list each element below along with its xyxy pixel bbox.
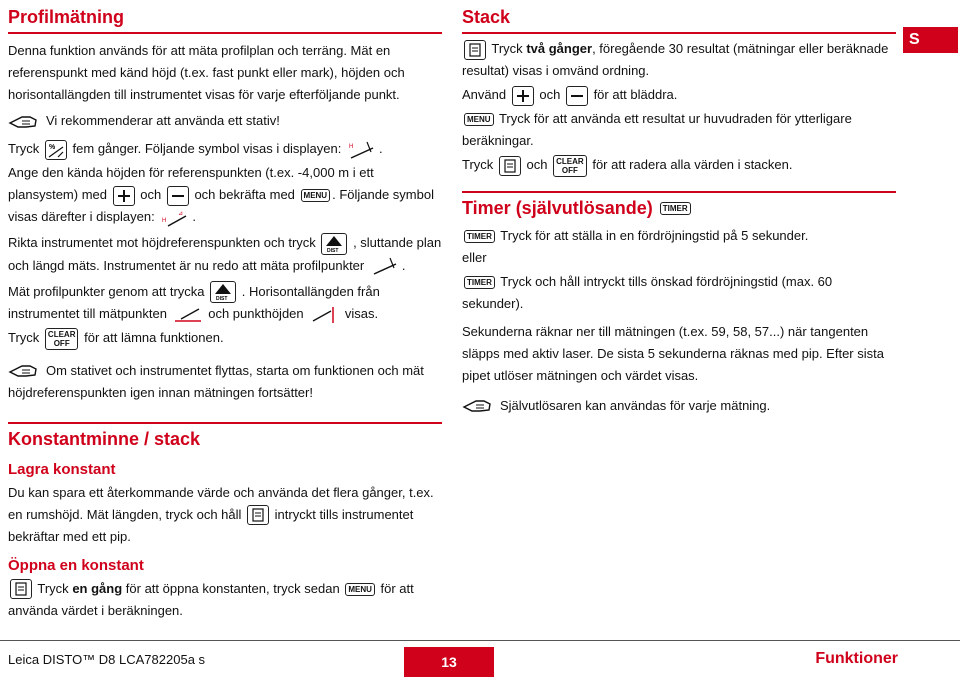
footer-product: Leica DISTO™ D8 LCA782205a s bbox=[8, 652, 206, 667]
text: intryckt tills instrumentet bekräftar med ett pip. bbox=[8, 506, 414, 544]
left-column bbox=[8, 6, 442, 622]
minus-key-icon bbox=[566, 86, 588, 106]
section-title-profilmatning: Profilmätning bbox=[8, 6, 442, 34]
memory-key-icon bbox=[247, 505, 269, 525]
text: . bbox=[192, 209, 196, 224]
memory-key-icon bbox=[10, 579, 32, 599]
timer-key-icon: TIMER bbox=[660, 202, 691, 215]
text: Tryck bbox=[462, 157, 494, 172]
menu-key-icon: MENU bbox=[464, 113, 494, 126]
text: . bbox=[378, 141, 383, 156]
svg-text:⊿: ⊿ bbox=[178, 210, 184, 217]
section-title-stack: Stack bbox=[462, 6, 896, 34]
text: Tryck och håll intryckt tills önskad fördröjningstid (max. 60 sekunder). bbox=[462, 273, 833, 311]
timer-key-icon: TIMER bbox=[464, 276, 495, 289]
chapter-tab: S bbox=[903, 27, 958, 53]
menu-key-icon: MENU bbox=[345, 583, 375, 596]
plus-key-icon bbox=[512, 86, 534, 106]
text-bold: två gånger bbox=[526, 41, 593, 56]
tip-sjalvutlosare: Självutlösaren kan användas för varje mätning. bbox=[500, 397, 771, 413]
text: för att radera alla värden i stacken. bbox=[592, 157, 793, 172]
text: Tryck bbox=[8, 330, 40, 346]
text: , sluttande plan och längd mäts. Instrumentet är nu redo att mäta profilpunkter bbox=[8, 235, 442, 273]
menu-key-icon: MENU bbox=[301, 189, 331, 202]
text: för att använda värdet i beräkningen. bbox=[8, 580, 414, 618]
tip-stativ-moved: Om stativet och instrumentet flyttas, starta om funktionen och mät höjdreferenspunkten igen innan mätningen fortsätter! bbox=[8, 362, 424, 400]
horizontal-length-display-icon bbox=[173, 305, 203, 325]
text: . bbox=[401, 257, 406, 273]
section-title-konstantminne: Konstantminne / stack bbox=[8, 422, 442, 454]
minus-key-icon bbox=[167, 186, 189, 206]
text-eller: eller bbox=[462, 249, 487, 265]
text: Ange den kända höjden för referenspunkten (t.ex. -4,000 m i ett plansystem) med bbox=[8, 165, 374, 202]
text: för att öppna konstanten, tryck sedan bbox=[125, 580, 340, 596]
text: Tryck för att ställa in en fördröjningstid på 5 sekunder. bbox=[500, 227, 809, 243]
profile-key-icon bbox=[45, 140, 67, 160]
hand-pointer-icon bbox=[8, 363, 38, 379]
text: . Horisontallängden från instrumentet till mätpunkten bbox=[8, 283, 380, 322]
page-number: 13 bbox=[404, 647, 494, 677]
svg-text:H: H bbox=[348, 143, 354, 150]
subsection-oppna-konstant: Öppna en konstant bbox=[8, 556, 144, 574]
subsection-lagra-konstant: Lagra konstant bbox=[8, 460, 116, 478]
svg-text:DIST: DIST bbox=[327, 247, 339, 254]
text: visas. bbox=[344, 306, 379, 322]
section-title-timer: Timer (självutlösande) TIMER bbox=[462, 191, 896, 223]
hand-pointer-icon bbox=[462, 398, 492, 414]
text-bold: en gång bbox=[72, 580, 123, 596]
text: fem gånger. Följande symbol visas i displayen: bbox=[72, 141, 342, 156]
footer-chapter: Funktioner bbox=[815, 650, 898, 667]
point-height-display-icon bbox=[309, 305, 339, 325]
text: för att bläddra. bbox=[593, 87, 678, 102]
timer-key-icon: TIMER bbox=[464, 230, 495, 243]
text: och bbox=[526, 157, 548, 172]
text: Använd bbox=[462, 87, 507, 102]
svg-text:H: H bbox=[162, 217, 167, 224]
text: Tryck bbox=[491, 41, 523, 56]
text: , föregående 30 resultat (mätningar eller beräknade resultat) visas i omvänd ordning. bbox=[462, 41, 889, 78]
text: och bbox=[140, 187, 162, 202]
text: Tryck bbox=[8, 141, 40, 156]
text: Tryck bbox=[37, 580, 69, 596]
right-column bbox=[462, 6, 896, 417]
text: Du kan spara ett återkommande värde och använda det flera gånger, t.ex. en rumshöjd. Mät längden, tryck och håll bbox=[8, 484, 434, 522]
text: . Följande symbol visas därefter i displayen: bbox=[8, 187, 434, 224]
profile-height-display-icon bbox=[160, 208, 190, 228]
svg-text:DIST: DIST bbox=[216, 296, 228, 303]
profil-intro: Denna funktion används för att mäta profilplan och terräng. Mät en referenspunkt med känd höjd (t.ex. fast punkt eller mark), höjden och horisontallängden till instrumentet visas för varje efterföljande punkt. bbox=[8, 43, 405, 102]
text: för att lämna funktionen. bbox=[84, 330, 224, 346]
on-dist-key-icon bbox=[210, 281, 236, 303]
profile-ready-display-icon bbox=[370, 256, 400, 276]
footer-divider bbox=[0, 640, 960, 641]
tip-stativ: Vi rekommenderar att använda ett stativ! bbox=[46, 113, 280, 128]
svg-text:%: % bbox=[48, 143, 56, 151]
text: Mät profilpunkter genom att trycka bbox=[8, 283, 205, 299]
memory-key-icon bbox=[499, 156, 521, 176]
on-dist-key-icon bbox=[321, 233, 347, 255]
text: och bbox=[539, 87, 561, 102]
text: Tryck för att använda ett resultat ur huvudraden för ytterligare beräkningar. bbox=[462, 111, 852, 148]
plus-key-icon bbox=[113, 186, 135, 206]
clear-off-key-icon: CLEAR OFF bbox=[553, 155, 587, 177]
hand-pointer-icon bbox=[8, 114, 38, 130]
profile-ref-display-icon bbox=[347, 140, 377, 160]
clear-off-key-icon: CLEAR OFF bbox=[45, 328, 79, 350]
timer-description: Sekunderna räknar ner till mätningen (t.ex. 59, 58, 57...) när tangenten släpps med aktiv laser. De sista 5 sekunderna räknas med pip. Efter sista pipet utlöser mätningen och värdet visas. bbox=[462, 323, 884, 383]
memory-key-icon bbox=[464, 40, 486, 60]
text: och punkthöjden bbox=[208, 306, 304, 322]
text: Rikta instrumentet mot höjdreferenspunkten och tryck bbox=[8, 235, 316, 250]
text: och bekräfta med bbox=[194, 187, 295, 202]
